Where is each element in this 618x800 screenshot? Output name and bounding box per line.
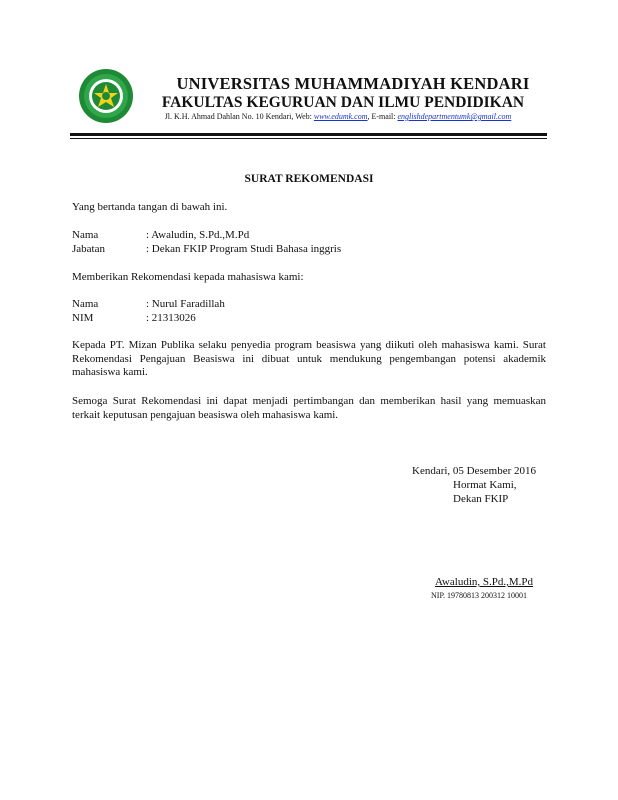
- signer-nip: NIP. 19780813 200312 10001: [431, 591, 528, 600]
- place-date: Kendari, 05 Desember 2016: [412, 465, 537, 477]
- student-name-value: : Nurul Faradillah: [146, 298, 225, 310]
- signatory-position-value: : Dekan FKIP Program Studi Bahasa inggris: [146, 243, 342, 255]
- paragraph-hope: Semoga Surat Rekomendasi ini dapat menjadi pertimbangan dan memberikan hasil yang memuaskan terkait keputusan pengajuan beasiswa oleh mahasiswa kami.: [72, 395, 546, 421]
- student-nim-label: NIM: [72, 312, 94, 324]
- student-nim-value: : 21313026: [146, 312, 196, 324]
- recommendation-line: Memberikan Rekomendasi kepada mahasiswa kami:: [72, 271, 304, 283]
- signer-name: Awaludin, S.Pd.,M.Pd: [435, 576, 534, 588]
- website-link[interactable]: www.edumk.com: [313, 112, 368, 121]
- signatory-position-label: Jabatan: [72, 243, 105, 255]
- paragraph-purpose: Kepada PT. Mizan Publika selaku penyedia program beasiswa yang diikuti oleh mahasiswa kami. Surat Rekomendasi Pengajuan Beasiswa ini dibuat untuk mendukung pengembangan potensi akademik mahasiswa kami.: [72, 339, 546, 379]
- university-name: UNIVERSITAS MUHAMMADIYAH KENDARI: [176, 74, 530, 93]
- opening-line: Yang bertanda tangan di bawah ini.: [72, 201, 228, 213]
- closing-regards: Hormat Kami,: [453, 479, 517, 491]
- address-text: Jl. K.H. Ahmad Dahlan No. 10 Kendari, Web:: [164, 112, 314, 121]
- student-name-label: Nama: [72, 298, 99, 310]
- letterhead-divider-thick: [70, 133, 547, 136]
- closing-position: Dekan FKIP: [453, 493, 509, 505]
- faculty-name: FAKULTAS KEGURUAN DAN ILMU PENDIDIKAN: [161, 94, 525, 111]
- signatory-name-label: Nama: [72, 229, 99, 241]
- address-line: [118, 112, 558, 121]
- email-link[interactable]: englishdepartmentumk@gmail.com: [397, 112, 512, 121]
- email-label: , E-mail:: [367, 112, 398, 121]
- signatory-name-value: : Awaludin, S.Pd.,M.Pd: [146, 229, 250, 241]
- letterhead-divider-thin: [70, 138, 547, 139]
- letter-title: SURAT REKOMENDASI: [244, 173, 374, 185]
